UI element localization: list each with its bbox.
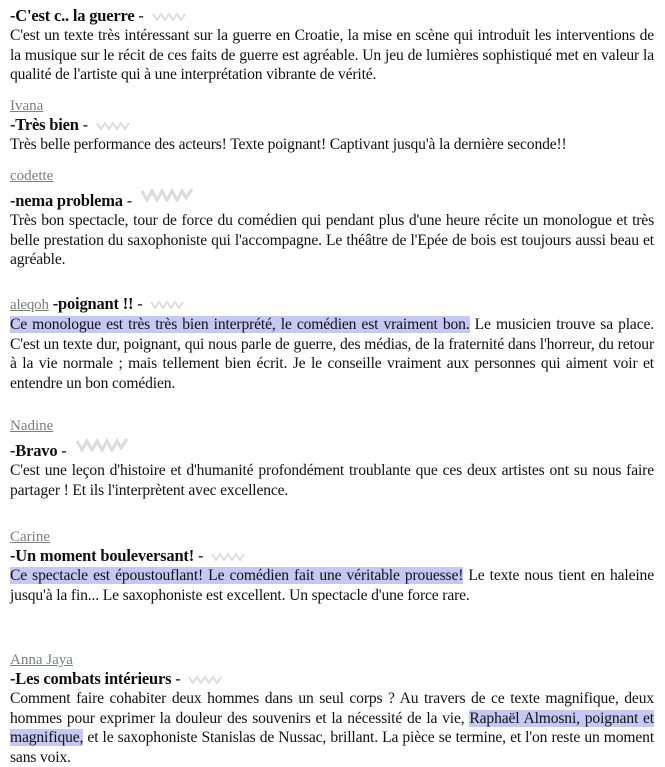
review-title-dash: - bbox=[134, 6, 144, 25]
review-title bbox=[10, 669, 654, 689]
review-body bbox=[10, 461, 654, 500]
review-title-dash: - bbox=[171, 669, 181, 688]
review-title bbox=[10, 6, 654, 26]
review-title bbox=[10, 294, 654, 315]
review-title-dash: - bbox=[194, 546, 204, 565]
review-item bbox=[10, 650, 654, 767]
review-body bbox=[10, 26, 654, 85]
review-author-link[interactable]: Ivana bbox=[10, 98, 44, 114]
review-item bbox=[10, 6, 654, 85]
squiggle-rating-icon bbox=[188, 675, 228, 685]
highlighted-text: Raphaël Almosni, poignant et magnifique, bbox=[10, 709, 654, 747]
review-author-link[interactable]: Carine bbox=[10, 529, 50, 545]
squiggle-rating-icon bbox=[75, 438, 135, 452]
review-title-text: -Un moment bouleversant! bbox=[10, 546, 195, 565]
review-body-text: Comment faire cohabiter deux hommes dans un seul corps ? Au travers de ce texte magnifique, deux hommes pour exprimer la douleur des souvenirs et la nécessité de la vie, bbox=[10, 690, 654, 727]
review-title bbox=[10, 441, 654, 461]
review-body bbox=[10, 689, 654, 767]
review-body-text: Très bon spectacle, tour de force du comédien qui pendant plus d'une heure récite un monologue et très belle prestation du saxophoniste qui l'accompagne. Le théâtre de l'Epée de bois est toujours aussi beau et agréable. bbox=[10, 212, 654, 269]
squiggle-rating-icon bbox=[211, 552, 251, 562]
highlighted-text: Ce monologue est très très bien interprété, le comédien est vraiment bon. bbox=[10, 316, 470, 333]
review-item bbox=[10, 166, 654, 270]
review-body-text: C'est un texte très intéressant sur la guerre en Croatie, la mise en scène qui introduit les interventions de la musique sur le récit de ces faits de guerre est agréable. Un jeu de lumières sophistiqué met en valeur la qualité de l'artiste qui à une interprétation vibrante de vérité. bbox=[10, 27, 654, 84]
review-title-text: -Bravo bbox=[10, 441, 58, 460]
review-body-text: C'est une leçon d'histoire et d'humanité profondément troublante que ces deux artistes ont su nous faire partager ! Et ils l'interprètent avec excellence. bbox=[10, 462, 654, 499]
review-title bbox=[10, 546, 654, 566]
review-body-text: Le musicien trouve sa place. C'est un texte dur, poignant, qui nous parle de guerre, des médias, de la fraternité dans l'horreur, du retour à la vie normale ; mais tellement bien écrit. Je le conseille vraiment aux personnes qui aiment voir et entendre un bon comédien. bbox=[10, 316, 654, 392]
review-item bbox=[10, 294, 654, 393]
squiggle-rating-icon bbox=[140, 188, 200, 202]
review-title-text: -nema problema bbox=[10, 191, 123, 210]
review-title bbox=[10, 191, 654, 211]
review-body bbox=[10, 566, 654, 605]
review-title-text: -Les combats intérieurs bbox=[10, 669, 172, 688]
review-title-dash: - bbox=[122, 191, 133, 210]
review-body-text: et le saxophoniste Stanislas de Nussac, brillant. La pièce se termine, et l'on reste un moment sans voix. bbox=[10, 729, 654, 766]
review-title-text: -C'est c.. la guerre bbox=[10, 6, 135, 25]
review-body-text: Très belle performance des acteurs! Texte poignant! Captivant jusqu'à la dernière seconde!! bbox=[10, 136, 567, 153]
review-title-dash: - bbox=[78, 115, 88, 134]
squiggle-rating-icon bbox=[150, 300, 190, 310]
review-author-link[interactable]: codette bbox=[10, 168, 54, 184]
review-item bbox=[10, 527, 654, 605]
review-body bbox=[10, 211, 654, 270]
highlighted-text: Ce spectacle est époustouflant! Le comédien fait une véritable prouesse! bbox=[10, 567, 464, 584]
review-title-text: -Très bien bbox=[10, 115, 79, 134]
review-title-dash: - bbox=[57, 441, 67, 460]
review-title-text: -poignant !! bbox=[52, 294, 134, 313]
review-author-link[interactable]: aleqoh bbox=[10, 297, 49, 313]
review-author-link[interactable]: Anna Jaya bbox=[10, 652, 73, 668]
squiggle-rating-icon bbox=[96, 121, 136, 131]
review-author-link[interactable]: Nadine bbox=[10, 418, 54, 434]
review-body bbox=[10, 135, 654, 155]
review-title bbox=[10, 115, 654, 135]
review-title-dash: - bbox=[133, 294, 143, 313]
review-body-text: Le texte nous tient en haleine jusqu'à la fin... Le saxophoniste est excellent. Un spectacle d'une force rare. bbox=[10, 567, 654, 604]
review-body bbox=[10, 315, 654, 393]
review-item bbox=[10, 416, 654, 500]
squiggle-rating-icon bbox=[152, 12, 192, 22]
review-item bbox=[10, 96, 654, 155]
